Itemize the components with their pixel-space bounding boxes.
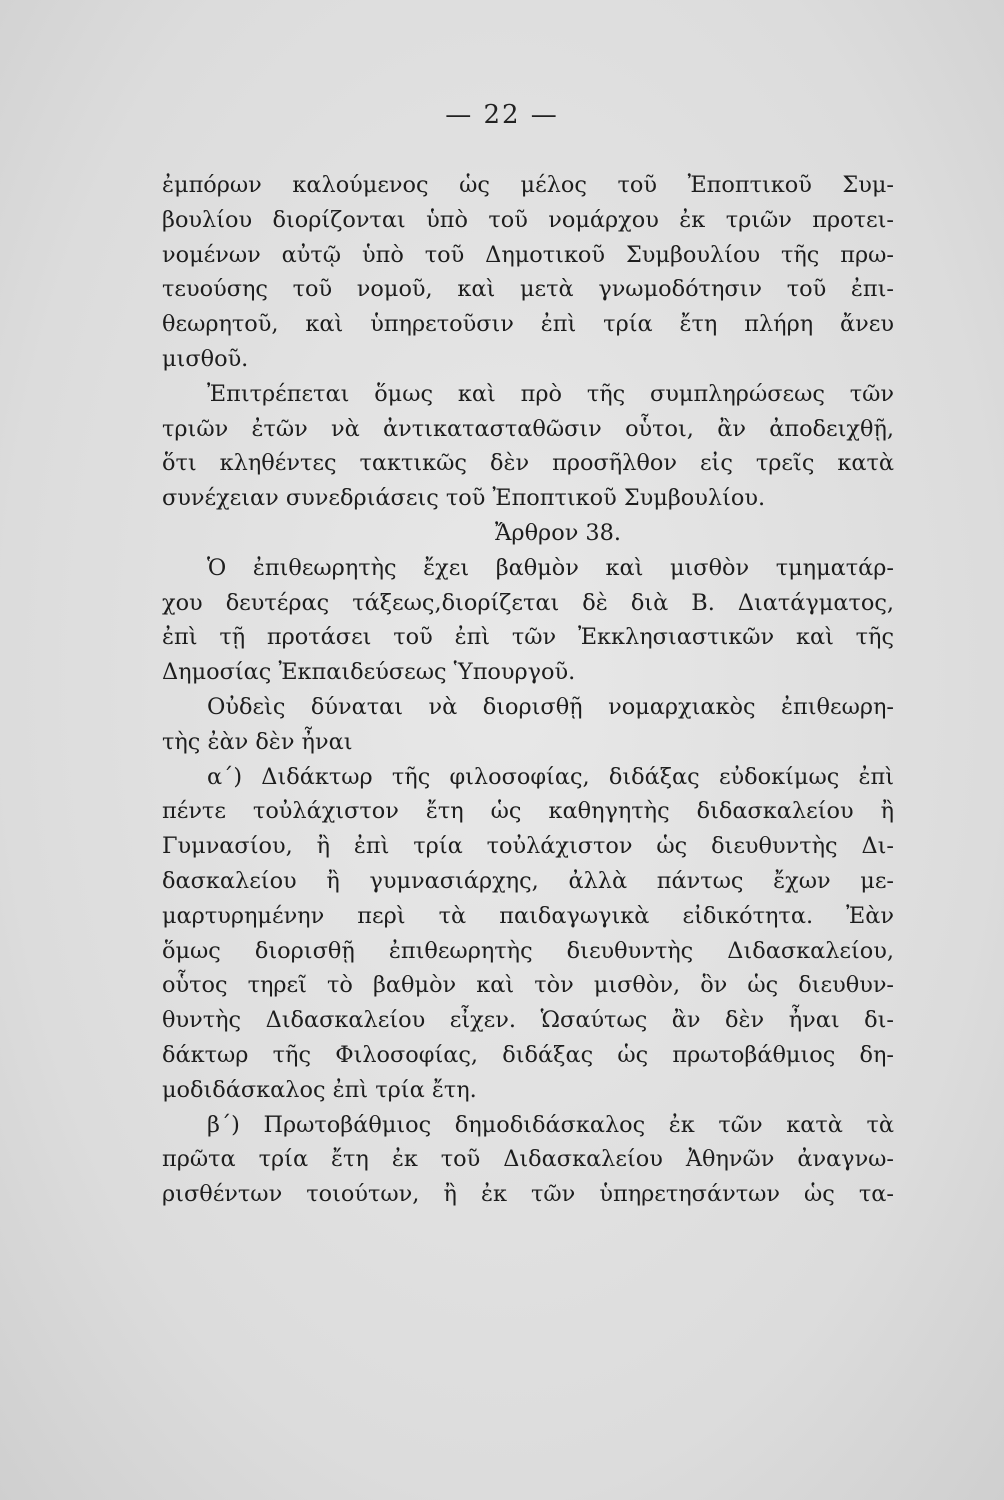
text-line: θυντὴς Διδασκαλείου εἶχεν. Ὡσαύτως ἂν δὲν ἦναι δι-: [162, 1007, 894, 1034]
text-line: μισθοῦ.: [162, 345, 249, 372]
text-line: πέντε τοὐλάχιστον ἔτη ὡς καθηγητὴς διδασκαλείου ἢ: [162, 798, 894, 825]
text-line: μαρτυρημένην περὶ τὰ παιδαγωγικὰ εἰδικότητα. Ἐὰν: [162, 902, 894, 929]
article-heading: Ἄρθρον 38.: [494, 519, 622, 546]
text-line: συνέχειαν συνεδριάσεις τοῦ Ἐποπτικοῦ Συμβουλίου.: [162, 485, 766, 512]
text-line: πρῶτα τρία ἔτη ἐκ τοῦ Διδασκαλείου Ἀθηνῶν ἀναγνω-: [162, 1146, 894, 1173]
text-line: ἐπὶ τῇ προτάσει τοῦ ἐπὶ τῶν Ἐκκλησιαστικῶν καὶ τῆς: [162, 624, 894, 651]
text-line: ρισθέντων τοιούτων, ἢ ἐκ τῶν ὑπηρετησάντων ὡς τα-: [162, 1181, 894, 1208]
text-line: ὅμως διορισθῇ ἐπιθεωρητὴς διευθυντὴς Διδασκαλείου,: [162, 937, 894, 964]
text-line: μοδιδάσκαλος ἐπὶ τρία ἔτη.: [162, 1076, 477, 1103]
text-line: δάκτωρ τῆς Φιλοσοφίας, διδάξας ὡς πρωτοβάθμιος δη-: [162, 1041, 894, 1068]
text-line: ἐμπόρων καλούμενος ὡς μέλος τοῦ Ἐποπτικοῦ Συμ-: [162, 172, 894, 198]
text-line: βουλίου διορίζονται ὑπὸ τοῦ νομάρχου ἐκ τριῶν προτει-: [162, 206, 894, 233]
text-line: τὴς ἐὰν δὲν ἦναι: [162, 728, 353, 755]
text-line: τευούσης τοῦ νομοῦ, καὶ μετὰ γνωμοδότησιν τοῦ ἐπι-: [162, 276, 894, 303]
text-line: Ἐπιτρέπεται ὅμως καὶ πρὸ τῆς συμπληρώσεως τῶν: [207, 380, 894, 407]
text-line: Δημοσίας Ἐκπαιδεύσεως Ὑπουργοῦ.: [162, 659, 576, 686]
text-line: ὅτι κληθέντες τακτικῶς δὲν προσῆλθον εἰς τρεῖς κατὰ: [162, 450, 894, 477]
page-number: — 22 —: [445, 100, 559, 130]
text-line: νομένων αὐτῷ ὑπὸ τοῦ Δημοτικοῦ Συμβουλίου τῆς πρω-: [162, 241, 894, 268]
text-line: θεωρητοῦ, καὶ ὑπηρετοῦσιν ἐπὶ τρία ἔτη πλήρη ἄνευ: [162, 311, 894, 338]
text-line: τριῶν ἐτῶν νὰ ἀντικατασταθῶσιν οὗτοι, ἂν ἀποδειχθῇ,: [162, 415, 894, 442]
text-line: β΄) Πρωτοβάθμιος δημοδιδάσκαλος ἐκ τῶν κατὰ τὰ: [207, 1111, 894, 1138]
body-text: [162, 168, 894, 1212]
text-line: α΄) Διδάκτωρ τῆς φιλοσοφίας, διδάξας εὐδοκίμως ἐπὶ: [207, 763, 894, 790]
text-line: Ὁ ἐπιθεωρητὴς ἔχει βαθμὸν καὶ μισθὸν τμηματάρ-: [207, 554, 894, 581]
text-line: δασκαλείου ἢ γυμνασιάρχης, ἀλλὰ πάντως ἔχων με-: [162, 867, 894, 894]
text-line: χου δευτέρας τάξεως,διορίζεται δὲ διὰ Β. Διατάγματος,: [162, 589, 894, 616]
text-line: Οὐδεὶς δύναται νὰ διορισθῇ νομαρχιακὸς ἐπιθεωρη-: [207, 693, 894, 720]
text-line: οὗτος τηρεῖ τὸ βαθμὸν καὶ τὸν μισθὸν, ὃν ὡς διευθυν-: [162, 972, 894, 999]
text-line: Γυμνασίου, ἢ ἐπὶ τρία τοὐλάχιστον ὡς διευθυντὴς Δι-: [162, 833, 894, 860]
